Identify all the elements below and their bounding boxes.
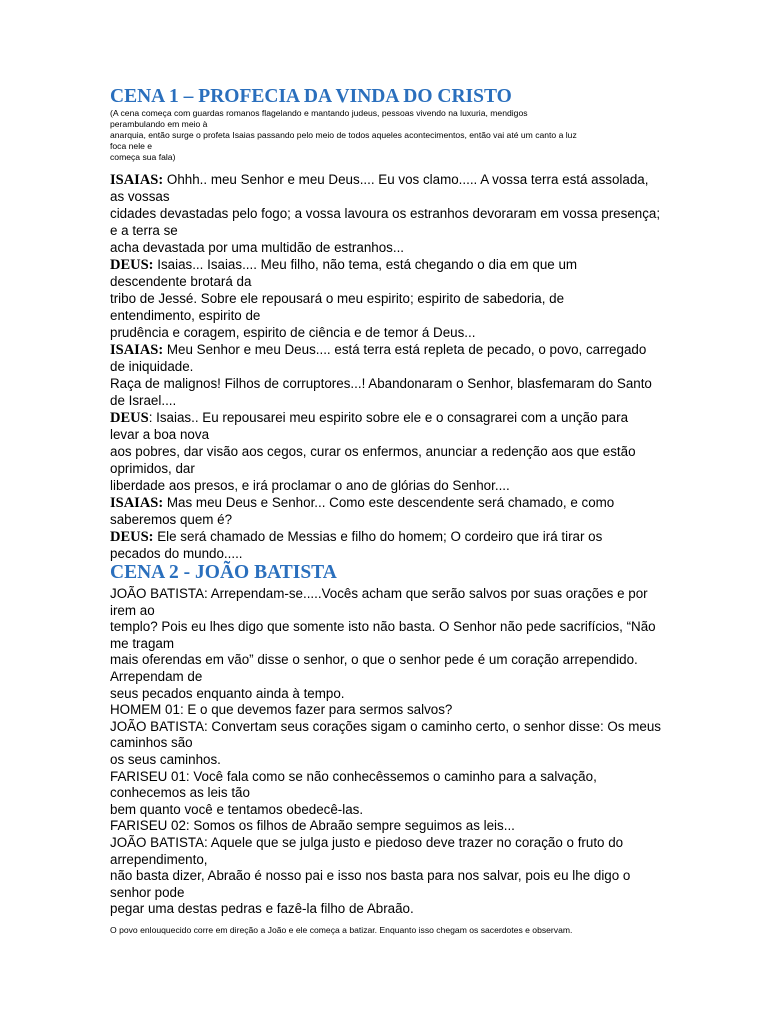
dialogue-line: me tragam (110, 635, 174, 651)
scene-2-heading: CENA 2 - JOÃO BATISTA (110, 562, 337, 583)
dialogue-continuation (110, 511, 232, 528)
dialogue-line (110, 409, 628, 427)
dialogue-text: Mas meu Deus e Senhor... Como este descendente será chamado, e como (163, 495, 615, 510)
dialogue-text: entendimento, espirito de (110, 308, 261, 323)
dialogue-text: saberemos quem é? (110, 512, 233, 527)
dialogue-text: levar a boa nova (110, 427, 210, 442)
dialogue-line: caminhos são (110, 735, 193, 751)
dialogue-text: Isaias... Isaias.... Meu filho, não tema, está chegando o dia em que um (153, 257, 578, 272)
speaker-name: ISAIAS: (110, 342, 164, 358)
stage-note-line: foca nele e (110, 141, 153, 151)
dialogue-line: mais oferendas em vão” disse o senhor, o que o senhor pede é um coração arrependido. (110, 652, 638, 668)
dialogue-continuation (110, 477, 510, 494)
dialogue-line: FARISEU 01: Você fala como se não conhecêssemos o caminho para a salvação, (110, 768, 597, 784)
dialogue-line: bem quanto você e tentamos obedecê-las. (110, 801, 364, 817)
dialogue-continuation (110, 375, 652, 392)
dialogue-text: pecados do mundo..... (110, 546, 243, 561)
speaker-name: ISAIAS: (110, 495, 164, 511)
dialogue-line: HOMEM 01: E o que devemos fazer para sermos salvos? (110, 702, 453, 718)
dialogue-continuation (110, 426, 209, 443)
scene-1-heading: CENA 1 – PROFECIA DA VINDA DO CRISTO (110, 86, 512, 107)
dialogue-continuation (110, 239, 404, 256)
dialogue-text: Ele será chamado de Messias e filho do homem; O cordeiro que irá tirar os (153, 529, 603, 544)
dialogue-line: seus pecados enquanto ainda à tempo. (110, 685, 345, 701)
stage-note-line: perambulando em meio à (110, 119, 208, 129)
dialogue-line: JOÃO BATISTA: Aquele que se julga justo e piedoso deve trazer no coração o fruto do (110, 835, 624, 850)
dialogue-text: Ohhh.. meu Senhor e meu Deus.... Eu vos clamo..... A vossa terra está assolada, (163, 172, 649, 187)
stage-note-line: (A cena começa com guardas romanos flagelando e mantando judeus, pessoas vivendo na luxuria, mendigos (110, 108, 528, 118)
dialogue-continuation (110, 205, 660, 222)
dialogue-text: as vossas (110, 189, 170, 204)
dialogue-continuation (110, 358, 193, 375)
dialogue-text: de iniquidade. (110, 359, 194, 374)
dialogue-text: acha devastada por uma multidão de estranhos... (110, 240, 405, 255)
dialogue-continuation (110, 460, 195, 477)
dialogue-line (110, 341, 646, 359)
scene-2-stage-note: O povo enlouquecido corre em direção a João e ele começa a batizar. Enquanto isso chegam os sacerdotes e observam. (110, 925, 573, 935)
dialogue-line: templo? Pois eu lhes digo que somente isto não basta. O Senhor não pede sacrifícios, “Não (110, 619, 656, 635)
dialogue-text: liberdade aos presos, e irá proclamar o ano de glórias do Senhor.... (110, 478, 510, 493)
dialogue-continuation (110, 290, 564, 307)
dialogue-line (110, 171, 648, 189)
dialogue-line (110, 256, 577, 274)
dialogue-text: prudência e coragem, espirito de ciência e de temor á Deus... (110, 325, 476, 340)
dialogue-continuation (110, 324, 475, 341)
dialogue-continuation (110, 188, 170, 205)
dialogue-text: e a terra se (110, 223, 178, 238)
dialogue-text: tribo de Jessé. Sobre ele repousará o meu espirito; espirito de sabedoria, de (110, 291, 565, 306)
dialogue-line: não basta dizer, Abraão é nosso pai e isso nos basta para nos salvar, pois eu lhe digo o (110, 868, 631, 884)
dialogue-continuation (110, 443, 636, 460)
speaker-name: DEUS: (110, 257, 154, 273)
dialogue-line: os seus caminhos. (110, 752, 221, 767)
dialogue-continuation (110, 545, 243, 562)
dialogue-text: Meu Senhor e meu Deus.... está terra está repleta de pecado, o povo, carregado (163, 342, 647, 357)
dialogue-line: FARISEU 02: Somos os filhos de Abraão sempre seguimos as leis... (110, 818, 515, 834)
dialogue-text: aos pobres, dar visão aos cegos, curar os enfermos, anunciar a redenção aos que estão (110, 444, 636, 459)
dialogue-text: oprimidos, dar (110, 461, 195, 476)
dialogue-continuation (110, 273, 251, 290)
dialogue-text: Raça de malignos! Filhos de corruptores...! Abandonaram o Senhor, blasfemaram do Santo (110, 376, 652, 391)
speaker-name: DEUS: (110, 529, 154, 545)
dialogue-line: conhecemos as leis tão (110, 785, 250, 801)
dialogue-line: pegar uma destas pedras e fazê-la filho de Abraão. (110, 901, 414, 917)
dialogue-line: arrependimento, (110, 851, 208, 867)
dialogue-text: cidades devastadas pelo fogo; a vossa lavoura os estranhos devoraram em vossa presença; (110, 206, 661, 221)
dialogue-line: senhor pode (110, 884, 185, 900)
dialogue-continuation (110, 307, 260, 324)
dialogue-line: irem ao (110, 602, 155, 618)
stage-note-line: começa sua fala) (110, 152, 176, 162)
dialogue-continuation (110, 392, 176, 409)
dialogue-text: de Israel.... (110, 393, 177, 408)
dialogue-text: descendente brotará da (110, 274, 252, 289)
dialogue-line (110, 528, 602, 546)
dialogue-line: JOÃO BATISTA: Arrependam-se.....Vocês acham que serão salvos por suas orações e por (110, 586, 648, 601)
speaker-name: ISAIAS: (110, 172, 164, 188)
speaker-name: DEUS (110, 410, 149, 426)
dialogue-text: : Isaias.. Eu repousarei meu espirito sobre ele e o consagrarei com a unção para (148, 410, 629, 425)
dialogue-line: Arrependam de (110, 669, 203, 684)
stage-note-line: anarquia, então surge o profeta Isaias passando pelo meio de todos aqueles acontecimentos, então vai até um canto a luz (110, 130, 577, 140)
dialogue-line (110, 494, 614, 512)
dialogue-line: JOÃO BATISTA: Convertam seus corações sigam o caminho certo, o senhor disse: Os meus (110, 718, 661, 734)
dialogue-continuation (110, 222, 178, 239)
